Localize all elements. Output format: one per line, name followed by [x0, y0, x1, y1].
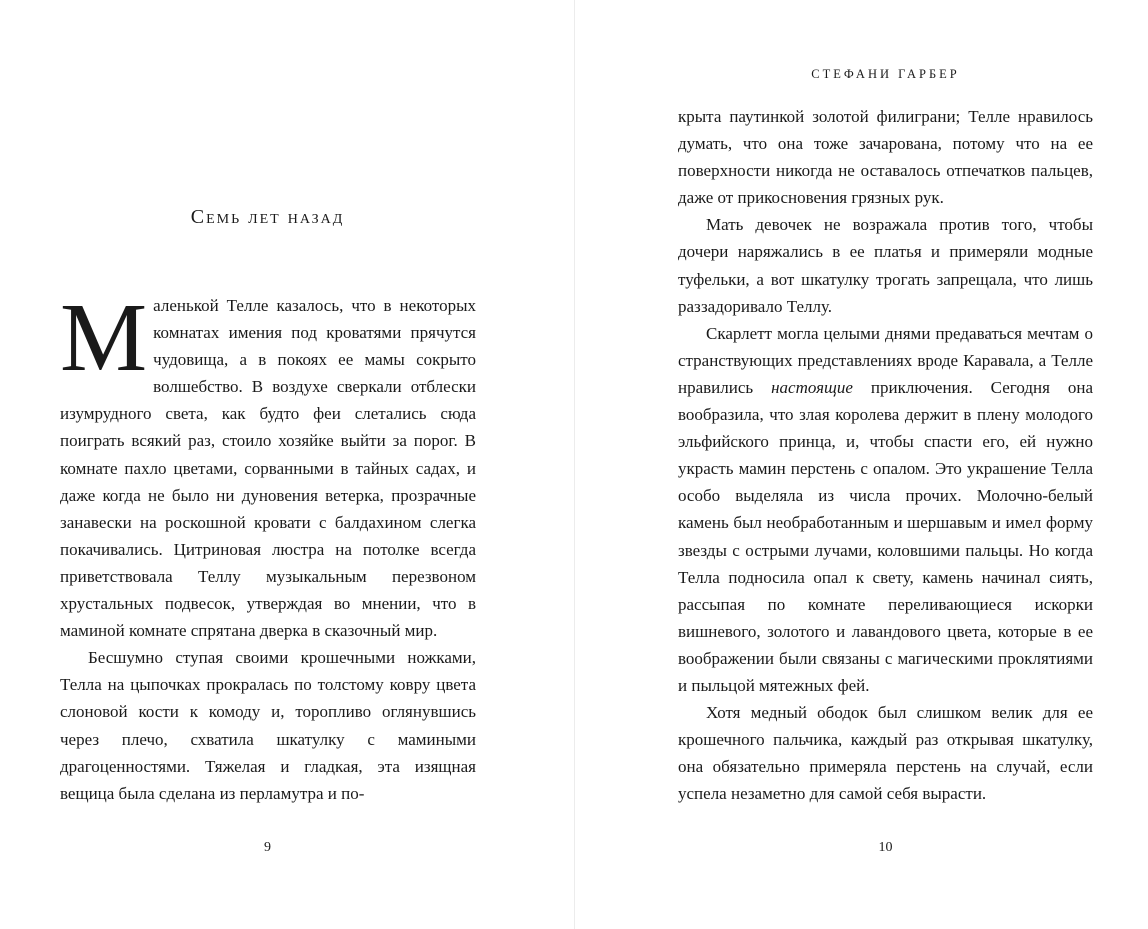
opening-paragraph — [60, 284, 476, 644]
paragraph: Бесшумно ступая своими крошечными ножками, Телла на цыпочках прокралась по толстому ковру цвета слоновой кости к комоду и, торопливо оглянувшись через плечо, схватила шкатулку с мамиными драгоценностями. Тяжелая и гладкая, эта изящная вещица была сделана из перламутра и по- — [60, 648, 476, 803]
running-head: СТЕФАНИ ГАРБЕР — [811, 67, 960, 81]
right-page-text — [678, 103, 1093, 807]
italic-emphasis: настоящие — [771, 377, 853, 397]
paragraph-text: Скарлетт могла целыми днями предаваться мечтам о странствующих представлениях вроде Каравала, а Телле нравились — [678, 323, 1093, 397]
page-number: 10 — [878, 840, 893, 855]
paragraph: Хотя медный ободок был слишком велик для ее крошечного пальчика, каждый раз открывая шкатулку, она обязательно примеряла перстень на случай, если успела незаметно для самой себя вырасти. — [678, 703, 1093, 804]
paragraph: Мать девочек не возражала против того, чтобы дочери наряжались в ее платья и примеряли модные туфельки, а вот шкатулку трогать запрещала, что лишь раззадоривало Теллу. — [678, 215, 1093, 316]
right-page — [574, 0, 1148, 929]
chapter-title: Семь лет назад — [190, 206, 345, 228]
paragraph — [678, 320, 1093, 699]
left-page-text — [60, 284, 476, 807]
opening-paragraph-text: аленькой Телле казалось, что в некоторых комнатах имения под кроватями прячутся чудовища, а в покоях ее мамы сокрыто волшебство. В воздухе сверкали отблески изумрудного света, как будто феи слетались сюда поиграть всякий раз, стоило хозяйке выйти за порог. В комнате пахло цветами, сорванными в тайных садах, и даже когда не было ни дуновения ветерка, прозрачные занавески на роскошной кровати с балдахином слегка покачивались. Цитриновая люстра на потолке всегда приветствовала Теллу музыкальным перезвоном хрустальных подвесок, утверждая во мнении, что в маминой комнате спрятана дверка в сказочный мир. — [60, 296, 476, 641]
paragraph-text: приключения. Сегодня она вообразила, что злая королева держит в плену молодого эльфийского принца, и, чтобы спасти его, ей нужно украсть мамин перстень с опалом. Это украшение Телла особо выделяла из числа прочих. Молочно-белый камень был необработанным и шершавым и имел форму звезды с острыми лучами, коловшими пальцы. Но когда Телла подносила опал к свету, камень начинал сиять, рассыпая по комнате переливающиеся искорки вишневого, золотого и лавандового цвета, которые в ее воображении были связаны с магическими проклятиями и пыльцой мятежных фей. — [678, 377, 1093, 695]
drop-cap: М — [60, 284, 148, 392]
page-number: 9 — [264, 840, 271, 855]
paragraph: крыта паутинкой золотой филиграни; Телле нравилось думать, что она тоже зачарована, потому что на ее поверхности никогда не оставалось отпечатков пальцев, даже от прикосновения грязных рук. — [678, 107, 1093, 208]
